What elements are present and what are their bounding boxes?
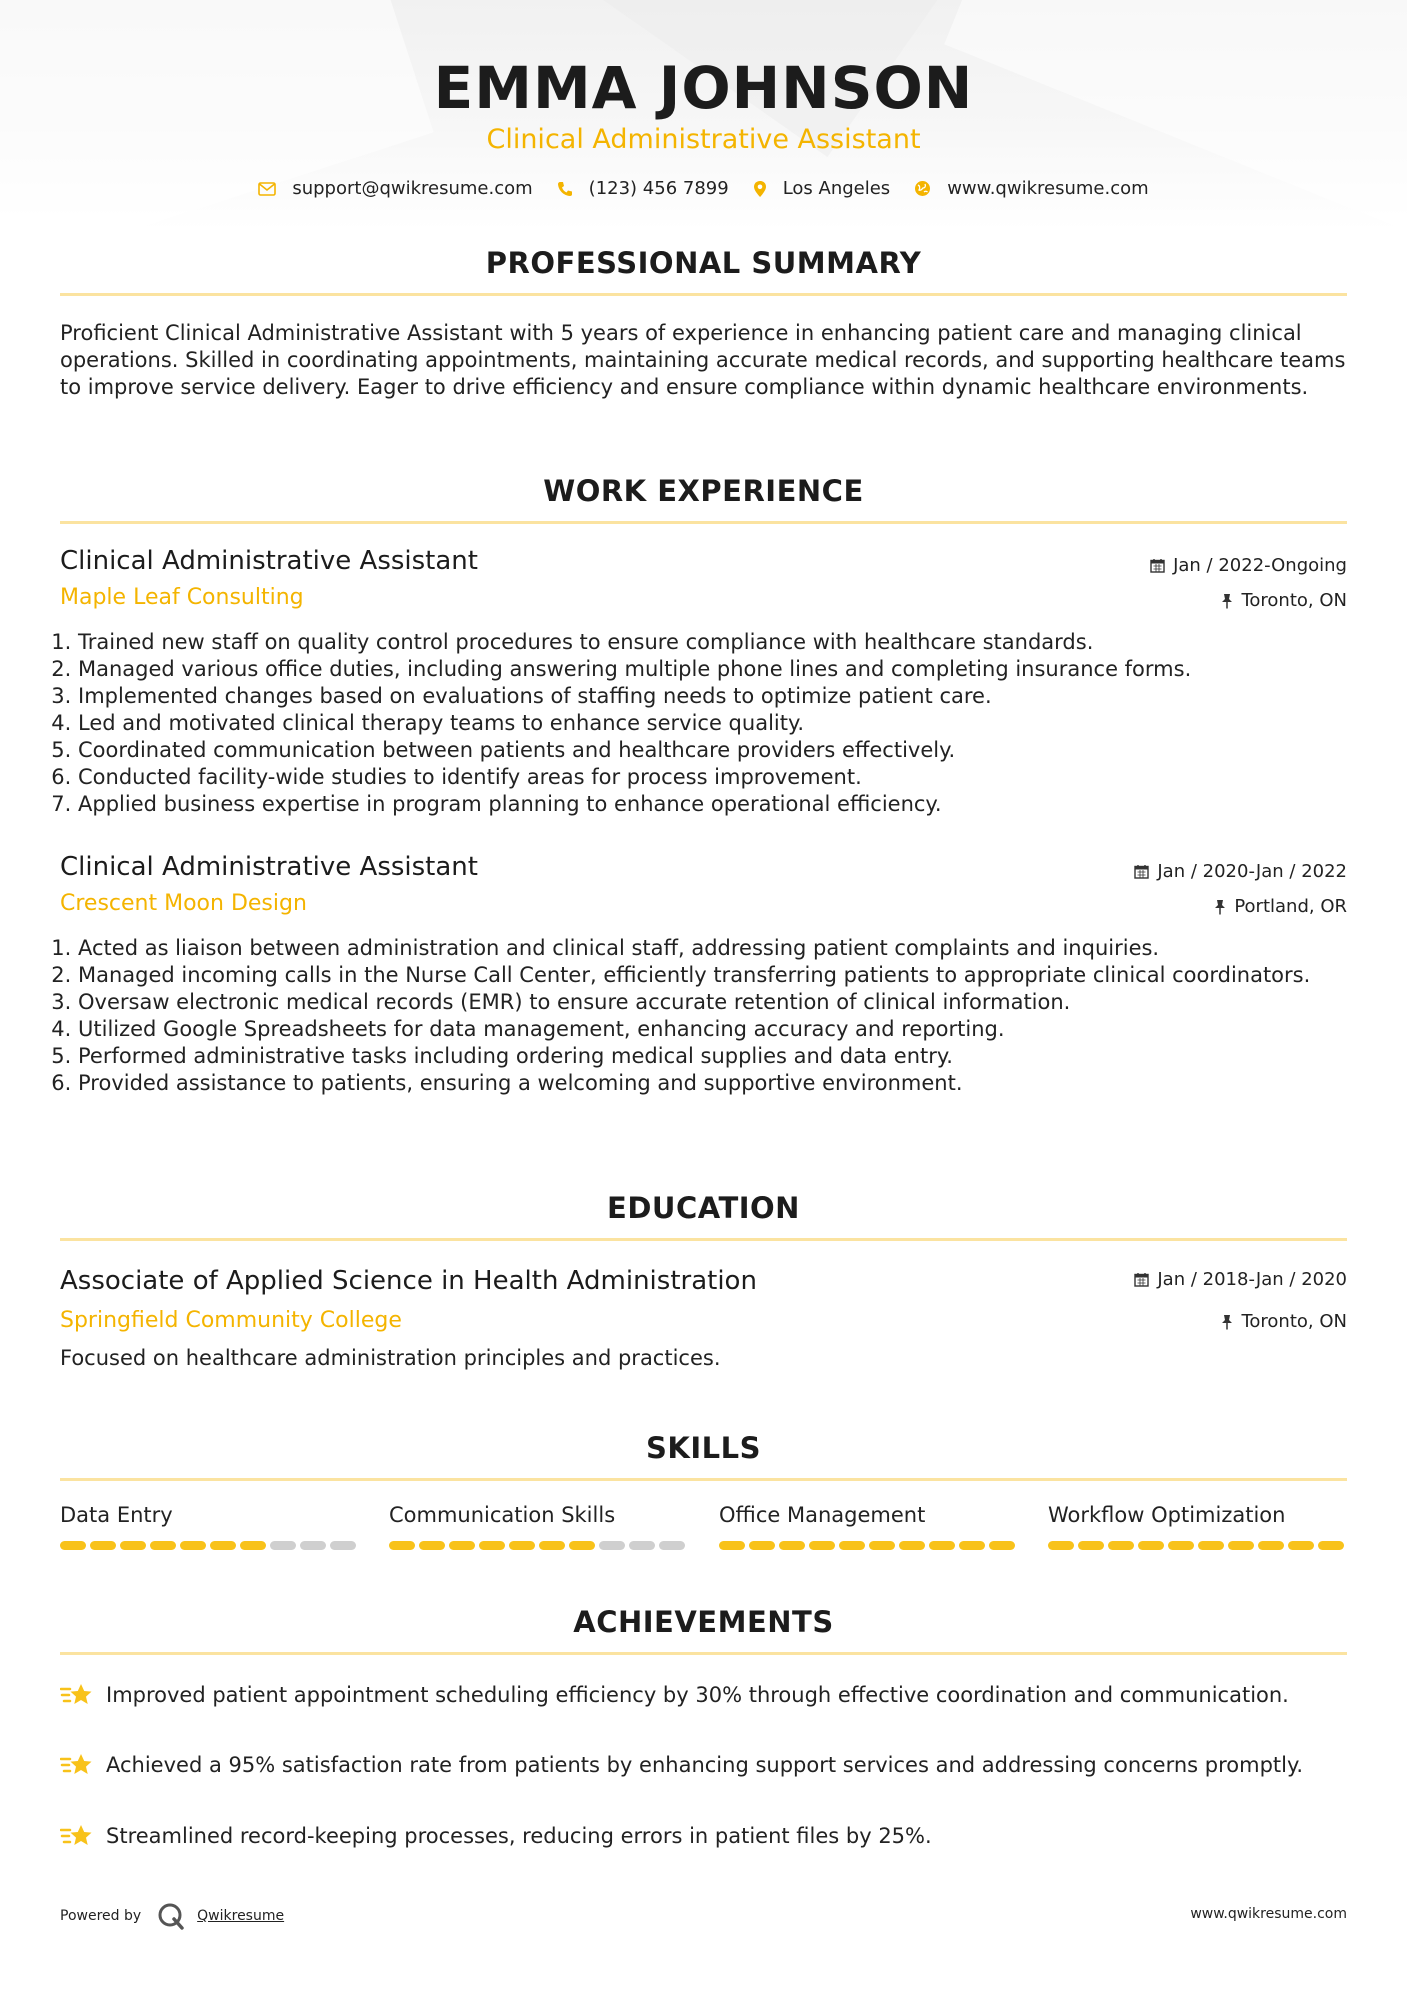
list-item: 2. Managed various office duties, including answering multiple phone lines and completing insurance forms. (78, 656, 1318, 683)
skill-dot-filled (1228, 1541, 1254, 1550)
location-text: Los Angeles (782, 178, 891, 199)
calendar-icon (1134, 864, 1149, 879)
skill-name: Office Management (719, 1503, 926, 1527)
contact-phone[interactable] (557, 178, 729, 199)
list-item: 3. Implemented changes based on evaluations of staffing needs to optimize patient care. (78, 683, 1318, 710)
education-description: Focused on healthcare administration principles and practices. (60, 1346, 721, 1370)
skill-dot-empty (300, 1541, 326, 1550)
qwikresume-logo-icon (157, 1902, 185, 1930)
skill-dot-filled (959, 1541, 985, 1550)
achievements-divider (60, 1652, 1347, 1655)
skill-dot-filled (749, 1541, 775, 1550)
skill-dot-empty (330, 1541, 356, 1550)
skill-dot-filled (569, 1541, 595, 1550)
skill-dot-filled (1288, 1541, 1314, 1550)
skill-dot-filled (419, 1541, 445, 1550)
achievement-text: Improved patient appointment scheduling efficiency by 30% through effective coordination and communication. (106, 1683, 1289, 1707)
skill-name: Data Entry (60, 1503, 173, 1527)
job-location-text: Toronto, ON (1241, 590, 1347, 611)
skill-level-bar (60, 1541, 360, 1550)
skill-dot-filled (869, 1541, 895, 1550)
skill-item (1048, 1503, 1348, 1550)
skill-dot-filled (779, 1541, 805, 1550)
list-item: 1. Acted as liaison between administration and clinical staff, addressing patient complaints and inquiries. (78, 935, 1318, 962)
job-title: Clinical Administrative Assistant (60, 852, 478, 882)
skills-heading: SKILLS (646, 1431, 761, 1465)
list-item: 5. Performed administrative tasks including ordering medical supplies and data entry. (78, 1043, 1318, 1070)
job-dates-text: Jan / 2020-Jan / 2022 (1157, 861, 1347, 882)
summary-heading: PROFESSIONAL SUMMARY (485, 246, 922, 280)
map-pin-icon (753, 180, 767, 198)
skill-item (719, 1503, 1019, 1550)
list-item: 4. Utilized Google Spreadsheets for data management, enhancing accuracy and reporting. (78, 1016, 1318, 1043)
list-item: 6. Provided assistance to patients, ensuring a welcoming and supportive environment. (78, 1070, 1318, 1097)
skill-dot-filled (1078, 1541, 1104, 1550)
skill-dot-filled (240, 1541, 266, 1550)
candidate-role: Clinical Administrative Assistant (486, 124, 921, 155)
skill-dot-filled (719, 1541, 745, 1550)
footer-powered-by (60, 1902, 284, 1930)
education-location-text: Toronto, ON (1241, 1311, 1347, 1332)
education-dates (1134, 1269, 1347, 1290)
job-duties-list (60, 935, 1318, 1097)
skill-item (389, 1503, 689, 1550)
skill-dot-filled (989, 1541, 1015, 1550)
skill-dot-filled (389, 1541, 415, 1550)
skill-name: Communication Skills (389, 1503, 616, 1527)
pushpin-icon (1221, 1314, 1233, 1330)
calendar-icon (1134, 1272, 1149, 1287)
job-location-text: Portland, OR (1234, 896, 1347, 917)
calendar-icon (1150, 558, 1165, 573)
job-location (1214, 896, 1347, 917)
list-item: 6. Conducted facility-wide studies to identify areas for process improvement. (78, 764, 1318, 791)
phone-icon (557, 181, 573, 197)
skill-dot-filled (1108, 1541, 1134, 1550)
job-location (1221, 590, 1347, 611)
list-item: 7. Applied business expertise in program planning to enhance operational efficiency. (78, 791, 1318, 818)
skill-dot-empty (659, 1541, 685, 1550)
website-text: www.qwikresume.com (947, 178, 1149, 199)
school-name: Springfield Community College (60, 1308, 402, 1333)
pushpin-icon (1214, 899, 1226, 915)
summary-divider (60, 293, 1347, 296)
skill-dot-filled (809, 1541, 835, 1550)
candidate-name: EMMA JOHNSON (433, 54, 974, 122)
skills-divider (60, 1478, 1347, 1481)
star-icon (60, 1751, 94, 1779)
phone-text: (123) 456 7899 (588, 178, 729, 199)
skill-dot-filled (180, 1541, 206, 1550)
skill-dot-filled (539, 1541, 565, 1550)
skill-dot-filled (60, 1541, 86, 1550)
education-dates-text: Jan / 2018-Jan / 2020 (1157, 1269, 1347, 1290)
skill-item (60, 1503, 360, 1550)
brand-link[interactable]: Qwikresume (197, 1908, 285, 1924)
contact-website[interactable] (914, 178, 1148, 199)
skill-dot-filled (210, 1541, 236, 1550)
skill-level-bar (719, 1541, 1019, 1550)
contact-bar (0, 178, 1407, 199)
globe-icon (914, 180, 931, 197)
list-item: 5. Coordinated communication between patients and healthcare providers effectively. (78, 737, 1318, 764)
skill-level-bar (1048, 1541, 1348, 1550)
experience-heading: WORK EXPERIENCE (543, 474, 864, 508)
education-heading: EDUCATION (607, 1191, 800, 1225)
pushpin-icon (1221, 593, 1233, 609)
company-name: Crescent Moon Design (60, 891, 307, 916)
skill-level-bar (389, 1541, 689, 1550)
list-item: 2. Managed incoming calls in the Nurse Call Center, efficiently transferring patients to appropriate clinical coordinators. (78, 962, 1318, 989)
skill-dot-filled (120, 1541, 146, 1550)
skill-dot-empty (599, 1541, 625, 1550)
education-divider (60, 1238, 1347, 1241)
mail-icon (258, 182, 276, 196)
star-icon (60, 1822, 94, 1850)
skill-dot-empty (270, 1541, 296, 1550)
skill-dot-filled (509, 1541, 535, 1550)
achievement-item (60, 1822, 1347, 1850)
list-item: 3. Oversaw electronic medical records (EMR) to ensure accurate retention of clinical information. (78, 989, 1318, 1016)
skill-dot-filled (150, 1541, 176, 1550)
achievement-item (60, 1751, 1347, 1779)
skill-dot-filled (1138, 1541, 1164, 1550)
skill-dot-empty (629, 1541, 655, 1550)
degree-title: Associate of Applied Science in Health Administration (60, 1266, 757, 1296)
skill-name: Workflow Optimization (1048, 1503, 1286, 1527)
contact-location (753, 178, 891, 199)
skill-dot-filled (1318, 1541, 1344, 1550)
experience-divider (60, 521, 1347, 524)
skill-dot-filled (1048, 1541, 1074, 1550)
achievement-text: Achieved a 95% satisfaction rate from patients by enhancing support services and addressing concerns promptly. (106, 1753, 1304, 1777)
contact-email[interactable] (258, 178, 532, 199)
list-item: 4. Led and motivated clinical therapy teams to enhance service quality. (78, 710, 1318, 737)
star-icon (60, 1681, 94, 1709)
job-duties-list (60, 629, 1318, 818)
education-location (1221, 1311, 1347, 1332)
skill-dot-filled (1258, 1541, 1284, 1550)
skill-dot-filled (449, 1541, 475, 1550)
skill-dot-filled (839, 1541, 865, 1550)
job-dates-text: Jan / 2022-Ongoing (1173, 555, 1347, 576)
job-dates (1134, 861, 1347, 882)
company-name: Maple Leaf Consulting (60, 585, 304, 610)
footer-site-link[interactable]: www.qwikresume.com (1190, 1906, 1347, 1922)
email-text: support@qwikresume.com (292, 178, 533, 199)
skill-dot-filled (1198, 1541, 1224, 1550)
achievement-item (60, 1681, 1347, 1709)
achievement-text: Streamlined record-keeping processes, reducing errors in patient files by 25%. (106, 1824, 932, 1848)
summary-text: Proficient Clinical Administrative Assistant with 5 years of experience in enhancing patient care and managing clinical operations. Skilled in coordinating appointments, maintaining accurate medical records, and supporting healthcare teams to improve service delivery. Eager to drive efficiency and ensure compliance within dynamic healthcare environments. (60, 321, 1346, 399)
achievements-heading: ACHIEVEMENTS (573, 1605, 834, 1639)
powered-by-label: Powered by (60, 1908, 142, 1924)
list-item: 1. Trained new staff on quality control procedures to ensure compliance with healthcare standards. (78, 629, 1318, 656)
skill-dot-filled (90, 1541, 116, 1550)
skill-dot-filled (899, 1541, 925, 1550)
job-title: Clinical Administrative Assistant (60, 546, 478, 576)
skill-dot-filled (479, 1541, 505, 1550)
job-dates (1150, 555, 1347, 576)
skill-dot-filled (929, 1541, 955, 1550)
skill-dot-filled (1168, 1541, 1194, 1550)
